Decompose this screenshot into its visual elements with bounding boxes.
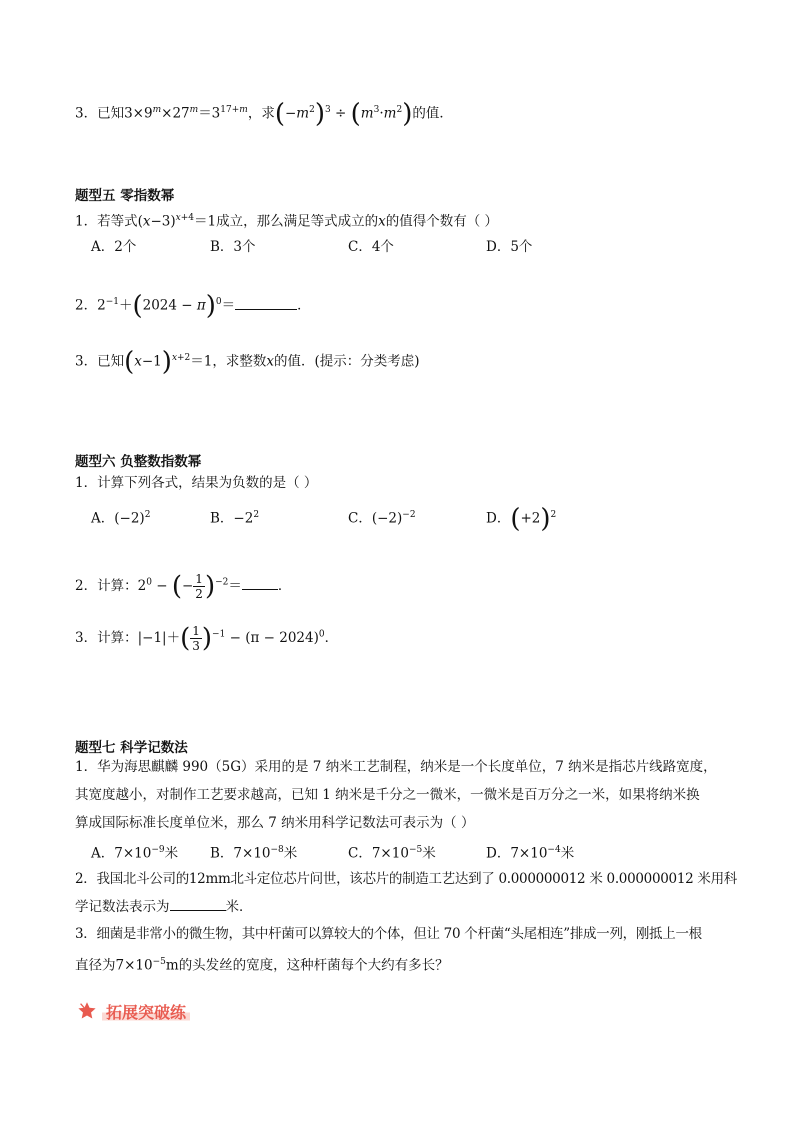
s7-q1-label-d: D． (486, 845, 511, 862)
s5-q3-prefix: 3．已知 (75, 353, 125, 370)
s5-q1-prefix: 1．若等式 (75, 213, 138, 230)
s7-question-2-line-1: 2．我国北斗公司的12mm北斗定位芯片问世，该芯片的制造工艺达到了 0.000000012 米 0.000000012 米用科 (75, 871, 737, 887)
unit-label: 米 (422, 845, 436, 862)
s7-q1-option-d: D．$7\times 10^{-4}$米 (486, 845, 575, 862)
s5-q2-prefix: 2． (75, 297, 98, 314)
s7-q1-line: 其宽度越小，对制作工艺要求越高，已知 1 纳米是千分之一微米，一微米是百万分之一米，如果将纳米换 (75, 787, 700, 803)
s6-q1-label-c: C． (348, 510, 372, 527)
s5-q1-option-d: D．5个 (486, 239, 533, 255)
s6-q1-option-a: A．$(-2)^2$ (91, 510, 151, 527)
s5-question-1: 1．若等式$(x-3)^{x+4}=1$成立，那么满足等式成立的x的值得个数有（ ） (75, 213, 499, 230)
s5-q1-option-c: C．4个 (348, 239, 394, 255)
section-heading-6: 题型六 负整数指数幂 (75, 454, 202, 470)
s7-q1-line: 算成国际标准长度单位米，那么 7 纳米用科学记数法可表示为（ ） (75, 815, 475, 831)
unit-label: 米 (283, 845, 298, 862)
s6-q1-option-b: B．$-2^2$ (210, 510, 260, 527)
s5-q1-option-a: A．2个 (91, 239, 137, 255)
s7-q1-label-a: A． (91, 845, 115, 862)
s7-q1-option-c: C．$7\times 10^{-5}$米 (348, 845, 436, 862)
s6-q1-label-b: B． (210, 510, 234, 527)
s7-q1-option-a: A．$7\times 10^{-9}$米 (91, 845, 179, 862)
s6-q1-option-d: D．$(+2)^2$ (486, 504, 557, 534)
s5-q1-suffix-b: 的值得个数有（ ） (385, 213, 499, 230)
s4-q3-mid: ，求 (247, 105, 275, 122)
star-icon (76, 1000, 98, 1022)
s5-question-3: 3．已知$(x-1)^{x+2}=1$，求整数x的值．(提示：分类考虑) (75, 347, 420, 377)
s7-q1-label-c: C． (348, 845, 372, 862)
s4-q3-prefix: 3．已知 (75, 105, 125, 122)
s7-question-3-line-1: 3．细菌是非常小的微生物，其中杆菌可以算较大的个体，但让 70 个杆菌“头尾相连”排成一列，刚抵上一根 (75, 926, 702, 942)
s6-q3-prefix: 3．计算： (75, 630, 138, 646)
s5-q1-option-b: B．3个 (210, 239, 256, 255)
s7-question-3-line-2: 直径为$7\times 10^{-5}m$的头发丝的宽度，这种杆菌每个大约有多长？ (75, 957, 449, 974)
unit-label: 米 (560, 845, 575, 862)
answer-blank[interactable] (170, 896, 226, 911)
s6-q1-option-c: C．$(-2)^{-2}$ (348, 510, 416, 527)
s5-question-2: 2．$2^{-1}+(2024 - \pi)^0=$ ． (75, 291, 311, 321)
answer-blank[interactable] (235, 295, 297, 310)
s5-q1-suffix-a: 成立，那么满足等式成立的 (216, 213, 379, 230)
s6-question-3: 3．计算：|−1|＋( $\frac{1}{3}$ )$^{-1} - (\pi - 2024)^0$． (75, 623, 339, 654)
s6-q1-label-d: D． (486, 510, 511, 527)
s7-q1-option-b: B．$7\times 10^{-8}$米 (210, 845, 298, 862)
unit-label: 米 (164, 845, 179, 862)
extension-practice-banner (76, 998, 190, 1024)
s6-q1-label-a: A． (91, 510, 115, 527)
banner-title: 拓展突破练 (102, 1000, 190, 1023)
s7-q3-suffix: 的头发丝的宽度，这种杆菌每个大约有多长？ (178, 957, 449, 974)
s4-q3-suffix: 的值． (412, 105, 453, 122)
s7-q1-line: 1．华为海思麒麟 990（5G）采用的是 7 纳米工艺制程，纳米是一个长度单位，7 纳米是指芯片线路宽度， (75, 759, 717, 775)
s6-question-1: 1．计算下列各式，结果为负数的是（ ） (75, 475, 318, 491)
s6-question-2: 2．计算：$2^0$ − (− $\frac{1}{2}$ )$^{-2}$＝ ． (75, 571, 292, 602)
answer-blank[interactable] (242, 575, 278, 590)
section-heading-7: 题型七 科学记数法 (75, 740, 188, 756)
s7-q1-label-b: B． (210, 845, 234, 862)
s4-question-3: 3．已知$3\times 9^m\times 27^m=3^{17+m}$，求$(-m^2)^3 \div (m^3\cdot m^2)$的值． (75, 99, 453, 129)
s7-q2-prefix: 学记数法表示为 (75, 899, 170, 915)
s7-question-1 (75, 753, 725, 837)
s7-q3-prefix: 直径为 (75, 957, 116, 974)
s7-question-2-line-2 (75, 896, 253, 917)
s5-q3-suffix-b: 的值．(提示：分类考虑) (274, 353, 420, 370)
s5-q3-suffix-a: ，求整数 (212, 353, 267, 370)
s6-q2-prefix: 2．计算： (75, 578, 138, 594)
s7-q2-suffix: 米． (225, 899, 253, 915)
section-heading-5: 题型五 零指数幂 (75, 188, 175, 204)
